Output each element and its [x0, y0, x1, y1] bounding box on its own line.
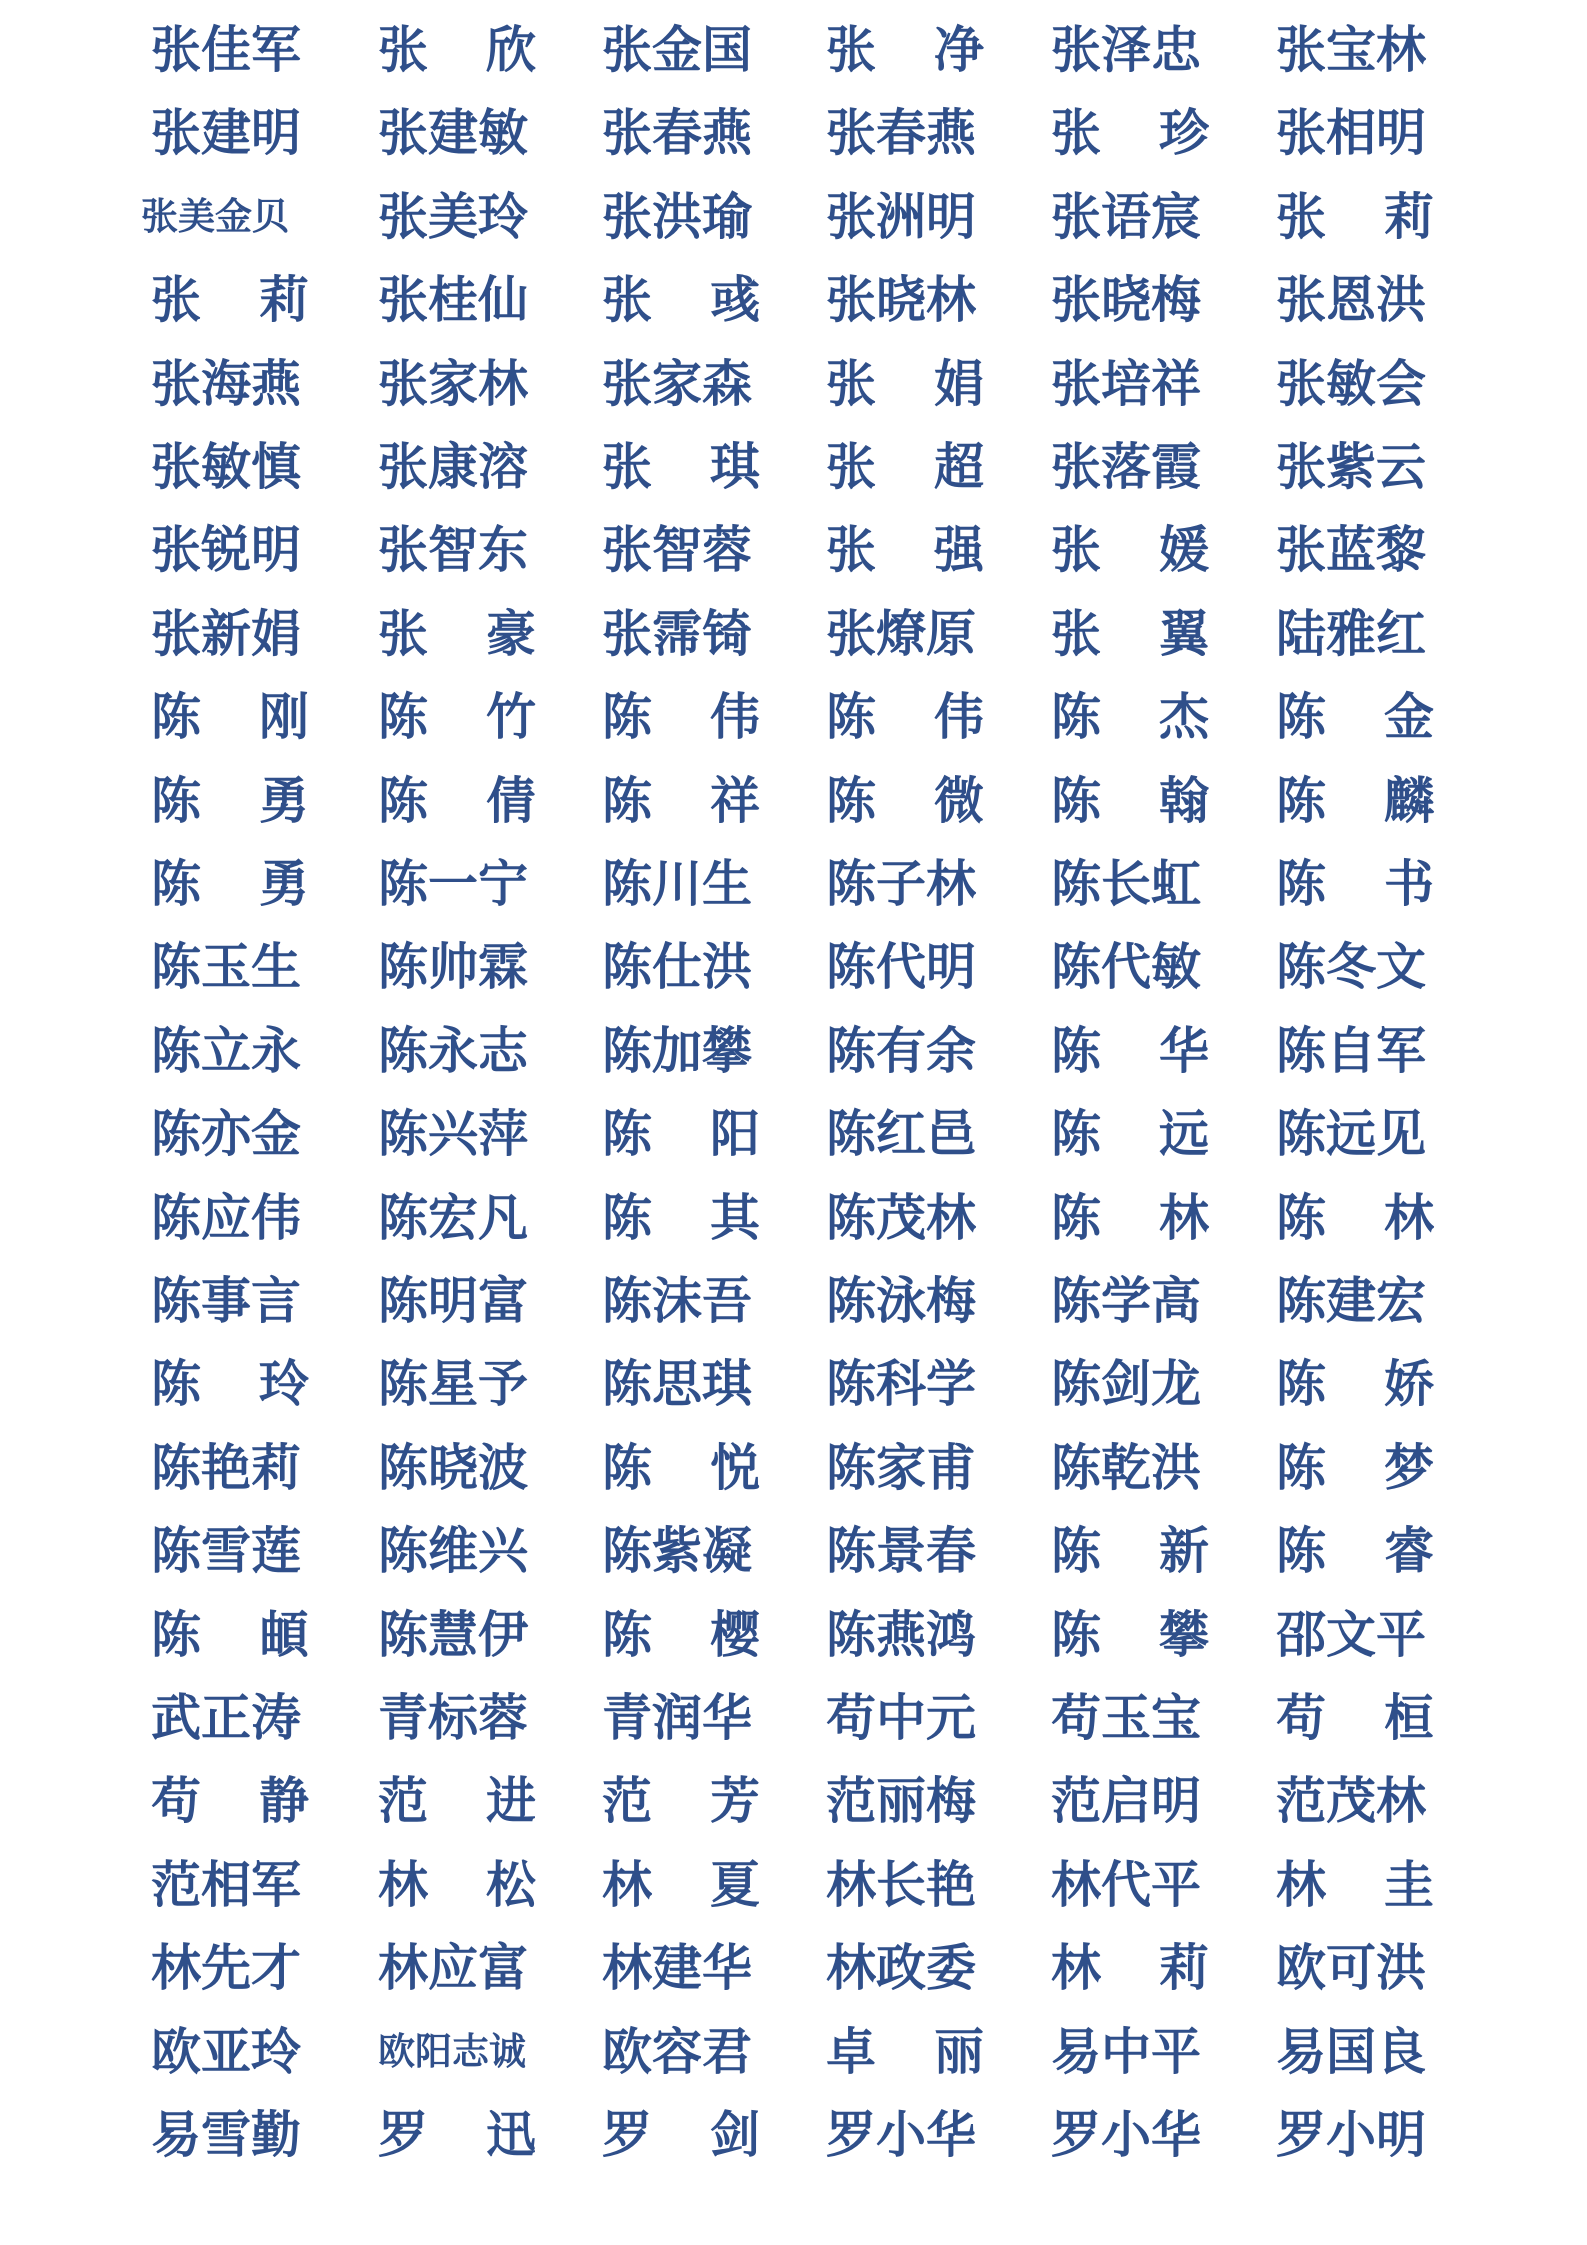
name-cell: 张建敏 [378, 103, 528, 163]
name-cell: 陈有余 [826, 1020, 976, 1080]
name-cell: 林长艳 [826, 1854, 976, 1914]
name-cell: 张佳军 [151, 20, 301, 79]
name-cell: 陆雅红 [1276, 603, 1426, 663]
name-cell: 陈泳梅 [826, 1271, 976, 1330]
name-cell: 林政委 [826, 1938, 976, 1998]
name-cell: 张智蓉 [602, 520, 752, 580]
name-cell: 陈 勇 [151, 854, 309, 913]
name-cell: 陈茂林 [826, 1187, 976, 1247]
name-row [0, 1426, 1587, 1509]
name-cell: 苟 静 [151, 1771, 309, 1831]
name-cell: 张金国 [602, 20, 752, 79]
name-cell: 范 芳 [602, 1771, 760, 1831]
name-cell: 陈红邑 [826, 1104, 976, 1164]
name-cell: 陈明富 [378, 1271, 528, 1330]
name-cell: 陈仕洪 [602, 937, 752, 997]
name-cell: 苟玉宝 [1051, 1688, 1201, 1747]
name-cell: 张 娟 [826, 353, 984, 413]
name-row [0, 1926, 1587, 2009]
name-cell: 林 夏 [602, 1854, 760, 1914]
name-cell: 陈子林 [826, 854, 976, 913]
name-cell: 张敏慎 [151, 437, 301, 496]
name-cell: 张 莉 [1276, 186, 1434, 246]
name-cell: 张洲明 [826, 186, 976, 246]
name-cell: 陈宏凡 [378, 1187, 528, 1247]
name-cell: 陈沫吾 [602, 1271, 752, 1330]
name-cell: 陈 倩 [378, 770, 536, 830]
name-cell: 张美金贝 [141, 193, 289, 238]
name-cell: 陈 林 [1051, 1187, 1209, 1247]
name-row [0, 175, 1587, 258]
name-cell: 易国良 [1276, 2021, 1426, 2081]
name-cell: 林 松 [378, 1854, 536, 1914]
name-cell: 陈 新 [1051, 1521, 1209, 1581]
name-cell: 欧亚玲 [151, 2021, 301, 2081]
name-cell: 陈艳莉 [151, 1437, 301, 1497]
name-row [0, 1259, 1587, 1342]
name-row [0, 342, 1587, 425]
name-cell: 张桂仙 [378, 270, 528, 330]
name-cell: 陈加攀 [602, 1020, 752, 1080]
name-cell: 林建华 [602, 1938, 752, 1998]
name-cell: 张康溶 [378, 437, 528, 496]
name-cell: 陈远见 [1276, 1104, 1426, 1164]
name-cell: 苟 桓 [1276, 1688, 1434, 1747]
name-cell: 张泽忠 [1051, 20, 1201, 79]
name-cell: 陈一宁 [378, 854, 528, 913]
name-cell: 张 净 [826, 20, 984, 79]
name-cell: 范茂林 [1276, 1771, 1426, 1831]
name-cell: 陈思琪 [602, 1354, 752, 1414]
name-cell: 张培祥 [1051, 353, 1201, 413]
name-cell: 张 强 [826, 520, 984, 580]
name-row [0, 1843, 1587, 1926]
name-cell: 张 欣 [378, 20, 536, 79]
name-cell: 陈维兴 [378, 1521, 528, 1581]
name-cell: 陈帅霖 [378, 937, 528, 997]
name-cell: 罗 迅 [378, 2105, 536, 2164]
name-cell: 陈景春 [826, 1521, 976, 1581]
name-cell: 张语宸 [1051, 186, 1201, 246]
name-cell: 张蓝黎 [1276, 520, 1426, 580]
name-cell: 张晓林 [826, 270, 976, 330]
name-cell: 苟中元 [826, 1688, 976, 1747]
name-row [0, 508, 1587, 591]
name-cell: 陈 祥 [602, 770, 760, 830]
name-cell: 张 超 [826, 437, 984, 496]
name-row [0, 925, 1587, 1008]
name-cell: 张相明 [1276, 103, 1426, 163]
name-cell: 陈立永 [151, 1020, 301, 1080]
name-cell: 陈长虹 [1051, 854, 1201, 913]
name-cell: 陈兴萍 [378, 1104, 528, 1164]
name-cell: 陈 玲 [151, 1354, 309, 1414]
name-cell: 陈亦金 [151, 1104, 301, 1164]
name-row [0, 425, 1587, 508]
name-cell: 陈 微 [826, 770, 984, 830]
name-cell: 张春燕 [602, 103, 752, 163]
name-cell: 陈 书 [1276, 854, 1434, 913]
name-row [0, 2010, 1587, 2093]
name-row [0, 1176, 1587, 1259]
name-cell: 陈 樱 [602, 1604, 760, 1664]
name-row [0, 1009, 1587, 1092]
name-cell: 陈冬文 [1276, 937, 1426, 997]
name-cell: 张霈锜 [602, 603, 752, 663]
name-cell: 陈事言 [151, 1271, 301, 1330]
name-cell: 欧可洪 [1276, 1938, 1426, 1998]
name-cell: 张紫云 [1276, 437, 1426, 496]
name-cell: 陈永志 [378, 1020, 528, 1080]
name-cell: 张落霞 [1051, 437, 1201, 496]
name-row [0, 1593, 1587, 1676]
name-cell: 林 圭 [1276, 1854, 1434, 1914]
name-cell: 易中平 [1051, 2021, 1201, 2081]
name-cell: 范相军 [151, 1854, 301, 1914]
name-cell: 陈 金 [1276, 687, 1434, 747]
name-cell: 陈星予 [378, 1354, 528, 1414]
name-cell: 陈川生 [602, 854, 752, 913]
name-cell: 武正涛 [151, 1688, 301, 1747]
name-cell: 陈晓波 [378, 1437, 528, 1497]
name-cell: 易雪勤 [151, 2105, 301, 2164]
name-row [0, 258, 1587, 341]
name-cell: 张晓梅 [1051, 270, 1201, 330]
name-cell: 邵文平 [1276, 1604, 1426, 1664]
name-cell: 张洪瑜 [602, 186, 752, 246]
name-row [0, 1676, 1587, 1759]
name-cell: 陈 娇 [1276, 1354, 1434, 1414]
name-cell: 范 进 [378, 1771, 536, 1831]
name-cell: 陈 伟 [826, 687, 984, 747]
name-cell: 陈 杰 [1051, 687, 1209, 747]
name-cell: 陈 翰 [1051, 770, 1209, 830]
name-cell: 张海燕 [151, 353, 301, 413]
name-row [0, 1092, 1587, 1175]
name-row [0, 91, 1587, 174]
name-cell: 陈代明 [826, 937, 976, 997]
name-cell: 陈家甫 [826, 1437, 976, 1497]
name-cell: 张燎原 [826, 603, 976, 663]
name-row [0, 759, 1587, 842]
name-row [0, 842, 1587, 925]
name-cell: 陈 睿 [1276, 1521, 1434, 1581]
name-cell: 欧阳志诚 [378, 2028, 526, 2073]
name-cell: 陈 远 [1051, 1104, 1209, 1164]
name-cell: 陈自军 [1276, 1020, 1426, 1080]
name-cell: 张新娟 [151, 603, 301, 663]
name-row [0, 8, 1587, 91]
name-cell: 林应富 [378, 1938, 528, 1998]
name-cell: 张 媛 [1051, 520, 1209, 580]
name-cell: 陈慧伊 [378, 1604, 528, 1664]
name-cell: 陈紫凝 [602, 1521, 752, 1581]
name-cell: 陈 华 [1051, 1020, 1209, 1080]
name-cell: 陈建宏 [1276, 1271, 1426, 1330]
name-cell: 陈剑龙 [1051, 1354, 1201, 1414]
name-cell: 张 彧 [602, 270, 760, 330]
name-cell: 陈燕鸿 [826, 1604, 976, 1664]
name-row [0, 1342, 1587, 1425]
name-cell: 林 莉 [1051, 1938, 1209, 1998]
name-cell: 张 莉 [151, 270, 309, 330]
name-cell: 青标蓉 [378, 1688, 528, 1747]
name-cell: 张美玲 [378, 186, 528, 246]
name-cell: 卓 丽 [826, 2021, 984, 2081]
name-cell: 陈雪莲 [151, 1521, 301, 1581]
name-cell: 欧容君 [602, 2021, 752, 2081]
name-row [0, 2093, 1587, 2176]
name-cell: 张家森 [602, 353, 752, 413]
name-cell: 陈 其 [602, 1187, 760, 1247]
name-cell: 林代平 [1051, 1854, 1201, 1914]
name-cell: 林先才 [151, 1938, 301, 1998]
name-cell: 张智东 [378, 520, 528, 580]
name-cell: 张敏会 [1276, 353, 1426, 413]
name-cell: 罗小华 [1051, 2105, 1201, 2164]
name-row [0, 1759, 1587, 1842]
name-cell: 陈 伟 [602, 687, 760, 747]
name-cell: 张恩洪 [1276, 270, 1426, 330]
name-cell: 陈学高 [1051, 1271, 1201, 1330]
name-cell: 张春燕 [826, 103, 976, 163]
name-cell: 陈 攀 [1051, 1604, 1209, 1664]
name-cell: 张 琪 [602, 437, 760, 496]
name-cell: 罗 剑 [602, 2105, 760, 2164]
name-cell: 张建明 [151, 103, 301, 163]
name-row [0, 675, 1587, 758]
name-row [0, 592, 1587, 675]
name-cell: 张 珍 [1051, 103, 1209, 163]
name-cell: 陈应伟 [151, 1187, 301, 1247]
name-cell: 陈 阳 [602, 1104, 760, 1164]
name-cell: 张家林 [378, 353, 528, 413]
name-cell: 陈 竹 [378, 687, 536, 747]
name-cell: 张 翼 [1051, 603, 1209, 663]
name-cell: 陈 梦 [1276, 1437, 1434, 1497]
name-cell: 张锐明 [151, 520, 301, 580]
name-cell: 张 豪 [378, 603, 536, 663]
name-cell: 陈 林 [1276, 1187, 1434, 1247]
name-cell: 陈乾洪 [1051, 1437, 1201, 1497]
name-cell: 青润华 [602, 1688, 752, 1747]
name-cell: 陈 頔 [151, 1604, 309, 1664]
name-cell: 陈 麟 [1276, 770, 1434, 830]
name-cell: 陈 勇 [151, 770, 309, 830]
name-cell: 陈 悦 [602, 1437, 760, 1497]
name-cell: 罗小华 [826, 2105, 976, 2164]
name-cell: 陈玉生 [151, 937, 301, 997]
name-cell: 陈 刚 [151, 687, 309, 747]
name-cell: 陈代敏 [1051, 937, 1201, 997]
name-cell: 范丽梅 [826, 1771, 976, 1831]
name-cell: 张宝林 [1276, 20, 1426, 79]
name-cell: 陈科学 [826, 1354, 976, 1414]
name-cell: 范启明 [1051, 1771, 1201, 1831]
name-cell: 罗小明 [1276, 2105, 1426, 2164]
name-row [0, 1509, 1587, 1592]
